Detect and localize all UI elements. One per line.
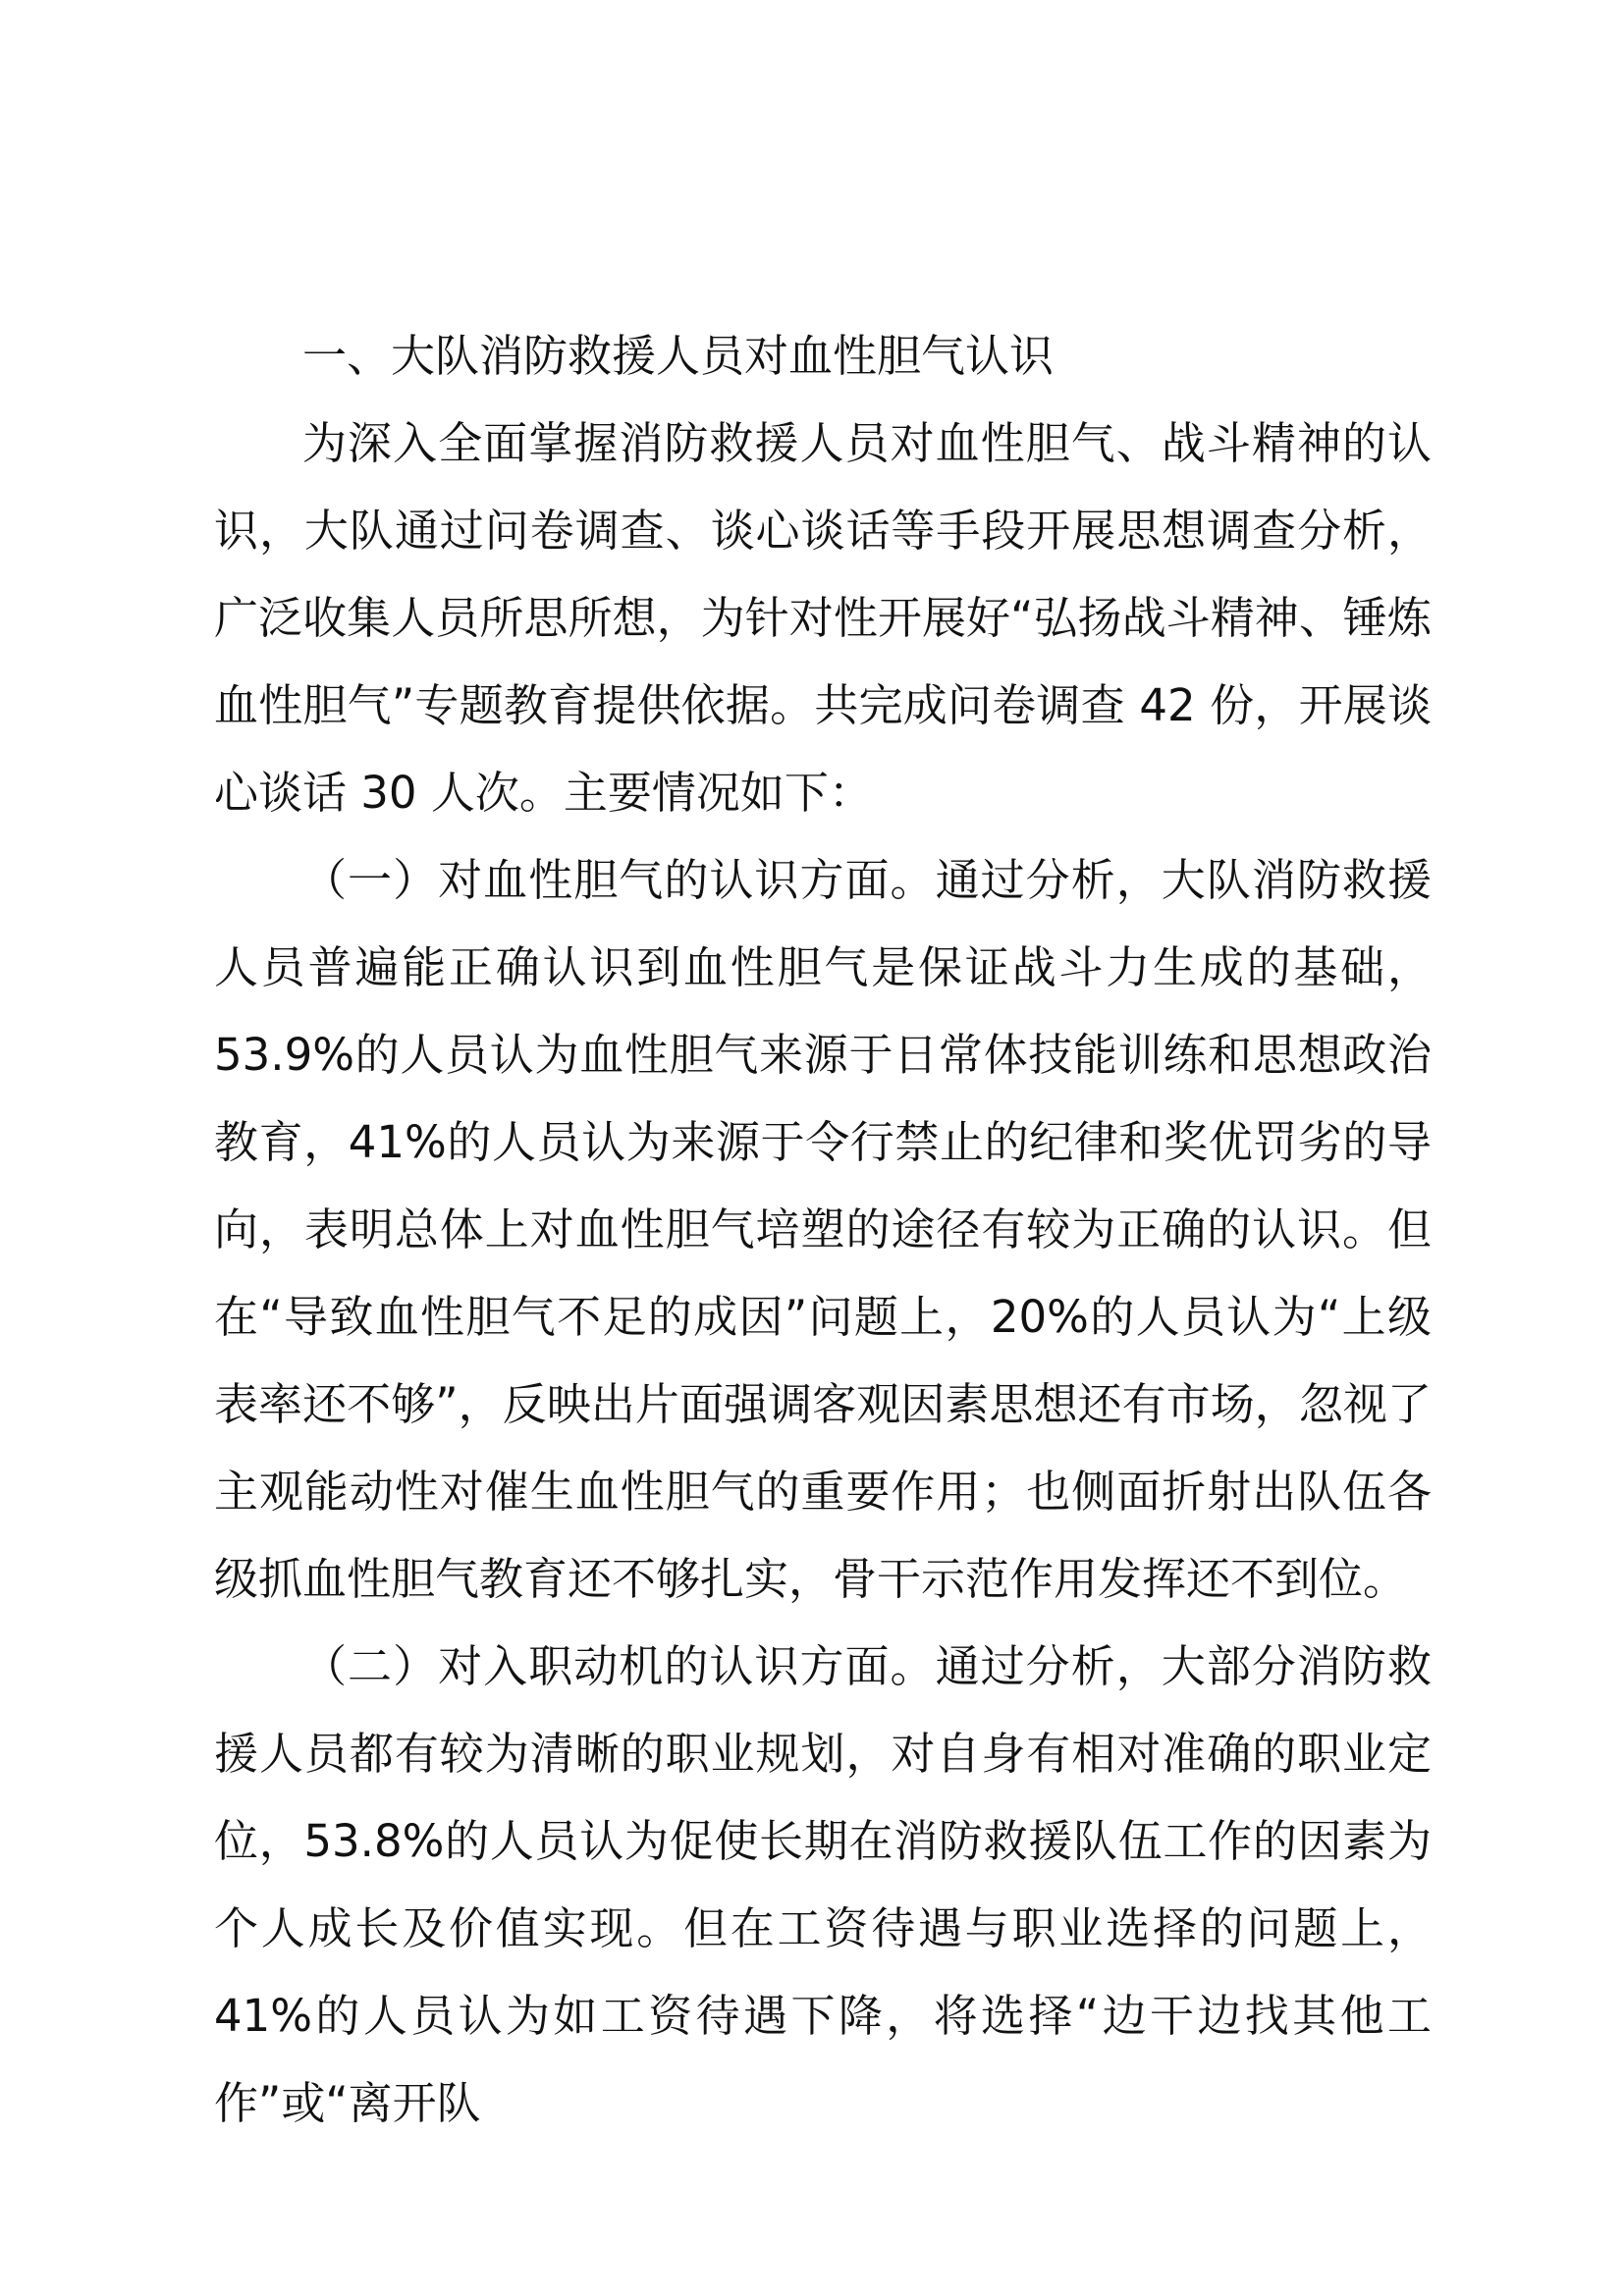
document-body <box>214 312 1432 2147</box>
paragraph-intro: 为深入全面掌握消防救援人员对血性胆气、战斗精神的认识，大队通过问卷调查、谈心谈话等手段开展思想调查分析，广泛收集人员所思所想，为针对性开展好“弘扬战斗精神、锤炼血性胆气”专题教育提供依据。共完成问卷调查 42 份，开展谈心谈话 30 人次。主要情况如下： <box>214 417 1432 819</box>
paragraph-section-1: （一）对血性胆气的认识方面。通过分析，大队消防救援人员普遍能正确认识到血性胆气是保证战斗力生成的基础，53.9%的人员认为血性胆气来源于日常体技能训练和思想政治教育，41%的人员认为来源于令行禁止的纪律和奖优罚劣的导向，表明总体上对血性胆气培塑的途径有较为正确的认识。但在“导致血性胆气不足的成因”问题上，20%的人员认为“上级表率还不够”，反映出片面强调客观因素思想还有市场，忽视了主观能动性对催生血性胆气的重要作用；也侧面折射出队伍各级抓血性胆气教育还不够扎实，骨干示范作用发挥还不到位。 <box>214 854 1432 1605</box>
paragraph-section-2: （二）对入职动机的认识方面。通过分析，大部分消防救援人员都有较为清晰的职业规划，对自身有相对准确的职业定位，53.8%的人员认为促使长期在消防救援队伍工作的因素为个人成长及价值实现。但在工资待遇与职业选择的问题上，41%的人员认为如工资待遇下降，将选择“边干边找其他工作”或“离开队 <box>214 1640 1432 2129</box>
section-heading: 一、大队消防救援人员对血性胆气认识 <box>302 330 1055 382</box>
